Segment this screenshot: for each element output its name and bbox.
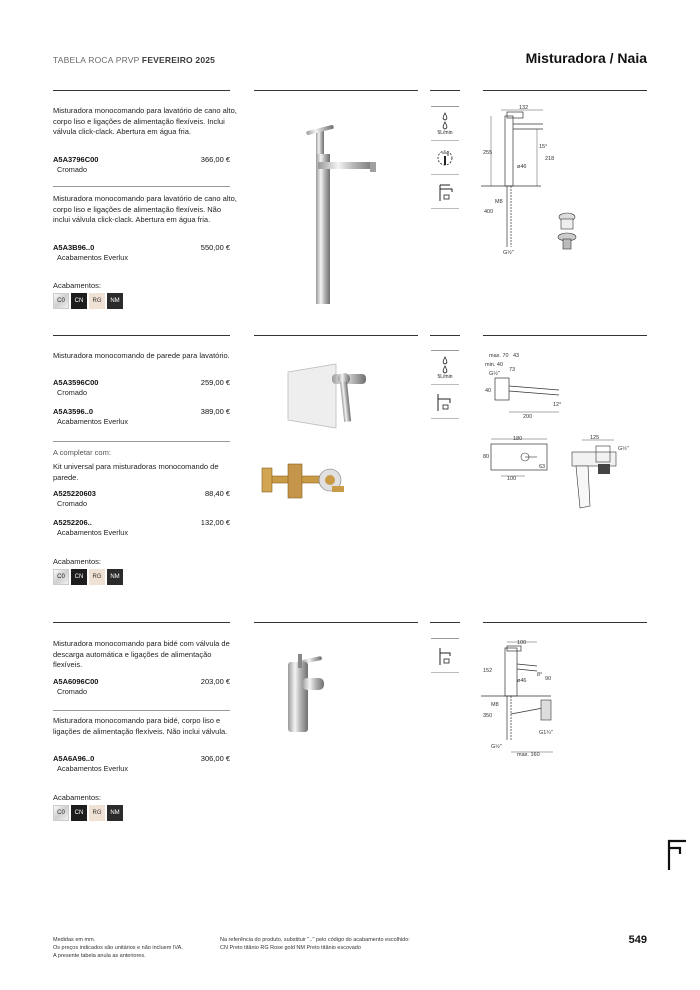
dim-width: 132 — [519, 105, 529, 111]
product-code: A5252206.. — [53, 518, 92, 527]
dim-max-160: max. 160 — [517, 752, 540, 758]
footer-line: Na referência do produto, substituir ".." pelo código do acabamento escolhido: — [220, 937, 410, 943]
swatch-rg: RG — [89, 293, 105, 309]
header-date: FEVEREIRO 2025 — [141, 55, 216, 65]
section-rule — [254, 90, 418, 91]
dim-max: max. 70 — [489, 353, 509, 359]
section-rule — [483, 622, 647, 623]
divider — [53, 441, 230, 442]
swatch-cn: CN — [71, 293, 87, 309]
product-variant: Cromado — [57, 687, 88, 696]
bidet-mixer-image — [278, 650, 348, 735]
divider — [53, 710, 230, 711]
dim-350: 350 — [483, 713, 493, 719]
product-code: A5A3596C00 — [53, 378, 99, 387]
swatch-rg: RG — [89, 569, 105, 585]
product-variant: Cromado — [57, 165, 88, 174]
swatch-cn: CN — [71, 569, 87, 585]
swatch-nm: NM — [107, 293, 123, 309]
swatch-c0: C0 — [53, 569, 69, 585]
dim-80: 80 — [483, 454, 490, 460]
footer-notes — [53, 936, 183, 960]
dim-thread: M8 — [495, 199, 503, 205]
section-rule — [254, 335, 418, 336]
section-rule — [53, 622, 230, 623]
product-price: 366,00 € — [200, 155, 230, 164]
product-code: A5A6096C00 — [53, 677, 99, 686]
finish-swatches — [53, 569, 123, 585]
swatch-c0: C0 — [53, 293, 69, 309]
finishes-label: Acabamentos: — [53, 557, 101, 566]
dim-thread: G½" — [489, 371, 500, 377]
basin-mixer-tall-image — [300, 118, 390, 308]
product-description: Misturadora monocomando para bidé, corpo liso e ligações de alimentação flexíveis. Não inclui válvula. — [53, 716, 228, 736]
flow-icon — [431, 351, 459, 385]
footer-line: Medidas em mm. — [53, 937, 96, 943]
tall-spout-icon — [431, 175, 459, 209]
dim-angle: 12° — [553, 402, 562, 408]
section-rule — [254, 622, 418, 623]
divider — [53, 186, 230, 187]
footer-line: A presente tabela anula as anteriores. — [53, 953, 146, 959]
dim-180: 180 — [513, 436, 523, 442]
swatch-c0: C0 — [53, 805, 69, 821]
dim-diameter: ø46 — [517, 678, 527, 684]
catalog-header — [53, 55, 215, 65]
footer-line: Os preços indicados são unitários e não incluem IVA. — [53, 945, 183, 951]
dim-40: 40 — [485, 388, 492, 394]
product-variant: Cromado — [57, 388, 88, 397]
dim-90: 90 — [545, 676, 552, 682]
section-rule — [53, 335, 230, 336]
dim-kit-thread: G½" — [618, 446, 629, 452]
dim-connection: G½" — [503, 250, 514, 256]
product-price: 259,00 € — [200, 378, 230, 387]
technical-drawing-wall-mixer-front — [481, 434, 556, 486]
flow-rate: 5L/min — [437, 129, 453, 136]
product-price: 306,00 € — [200, 754, 230, 763]
bidet-spout-icon — [431, 639, 459, 673]
dim-thread: M8 — [491, 702, 499, 708]
feature-icons — [431, 350, 459, 419]
footer-finish-legend — [220, 936, 410, 952]
dim-spout-height: 218 — [545, 156, 555, 162]
feature-icons — [431, 106, 459, 209]
dim-hose-length: 400 — [484, 209, 494, 215]
dim-min: min. 40 — [485, 362, 504, 368]
complement-label: A completar com: — [53, 448, 111, 457]
wall-mount-icon — [431, 385, 459, 419]
section-rule — [483, 335, 647, 336]
flow-icon — [431, 107, 459, 141]
dim-200: 200 — [523, 414, 533, 420]
technical-drawing-wall-mixer-side — [481, 350, 571, 420]
dim-73: 73 — [509, 367, 516, 373]
product-price: 389,00 € — [200, 407, 230, 416]
finish-swatches — [53, 805, 123, 821]
product-price: 132,00 € — [200, 518, 230, 527]
wall-mixer-image — [282, 360, 382, 435]
dim-125: 125 — [590, 435, 600, 441]
dim-angle: 15° — [539, 144, 548, 150]
dim-100: 100 — [507, 476, 517, 482]
swatch-nm: NM — [107, 805, 123, 821]
brass-kit-image — [258, 460, 353, 502]
feature-icons — [431, 638, 459, 673]
flow-rate: 5L/min — [437, 373, 453, 380]
product-code: A5A3B96..0 — [53, 243, 95, 252]
technical-drawing-kit — [566, 432, 648, 512]
finishes-label: Acabamentos: — [53, 281, 101, 290]
product-price: 550,00 € — [200, 243, 230, 252]
product-description: Misturadora monocomando para bidé com válvula de descarga automática e ligações de alimentação flexíveis. — [53, 639, 230, 669]
product-variant: Acabamentos Everlux — [57, 764, 128, 773]
finish-swatches — [53, 293, 123, 309]
brand-symbol-icon — [666, 838, 688, 872]
technical-drawing-bidet-mixer — [481, 636, 576, 761]
section-rule — [430, 622, 460, 623]
product-code: A5A3796C00 — [53, 155, 99, 164]
dim-connection: G½" — [491, 744, 502, 750]
swatch-cn: CN — [71, 805, 87, 821]
cold-start-icon — [431, 141, 459, 175]
page-title: Misturadora / Naia — [525, 50, 647, 66]
dim-height: 255 — [483, 150, 493, 156]
product-description: Misturadora monocomando para lavatório de cano alto, corpo liso e ligações de alimentação flexíveis. Inclui válvula click-clack. Abertura em água fria. — [53, 106, 237, 136]
product-description: Misturadora monocomando para lavatório de cano alto, corpo liso e ligações de alimentação flexíveis. Não inclui válvula click-clack. Abertura em água fria. — [53, 194, 237, 224]
product-code: A525220603 — [53, 489, 96, 498]
finishes-label: Acabamentos: — [53, 793, 101, 802]
footer-line: CN Preto titânio RG Rose gold NM Preto titânio escovado — [220, 945, 361, 951]
product-code: A5A6A96..0 — [53, 754, 95, 763]
swatch-nm: NM — [107, 569, 123, 585]
product-description: Misturadora monocomando de parede para lavatório. — [53, 351, 230, 360]
dim-43: 43 — [513, 353, 520, 359]
dim-63: 63 — [539, 464, 546, 470]
product-price: 88,40 € — [204, 489, 230, 498]
kit-description: Kit universal para misturadoras monocomando de parede. — [53, 462, 219, 482]
technical-drawing-tall-mixer — [481, 102, 581, 262]
section-rule — [483, 90, 647, 91]
page-number: 549 — [628, 934, 647, 946]
header-prefix: TABELA ROCA PRVP — [53, 55, 142, 65]
product-price: 203,00 € — [200, 677, 230, 686]
dim-diameter: ø46 — [517, 164, 527, 170]
product-code: A5A3596..0 — [53, 407, 94, 416]
swatch-rg: RG — [89, 805, 105, 821]
dim-100: 100 — [517, 640, 527, 646]
dim-152: 152 — [483, 668, 493, 674]
product-variant: Acabamentos Everlux — [57, 253, 128, 262]
product-variant: Acabamentos Everlux — [57, 417, 128, 426]
dim-waste-thread: G1¼" — [539, 730, 553, 736]
product-variant: Acabamentos Everlux — [57, 528, 128, 537]
section-rule — [430, 335, 460, 336]
product-variant: Cromado — [57, 499, 88, 508]
section-rule — [430, 90, 460, 91]
dim-angle: 8° — [537, 672, 543, 678]
section-rule — [53, 90, 230, 91]
